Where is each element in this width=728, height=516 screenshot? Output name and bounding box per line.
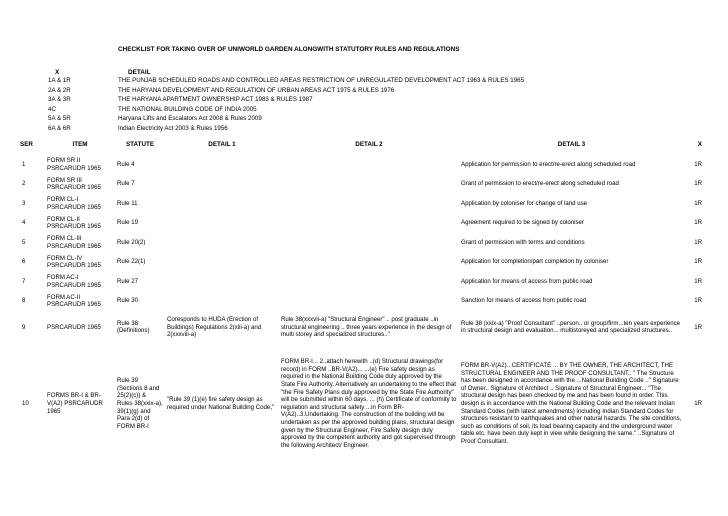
table-row xyxy=(20,194,702,214)
legend-detail: THE HARYANA DEVELOPMENT AND REGULATION OF URBAN AREAS ACT 1975 & RULES 1976 xyxy=(118,86,395,94)
table-header-row xyxy=(20,141,702,155)
cell-detail-2 xyxy=(279,233,459,253)
legend-detail: THE PUNJAB SCHEDULED ROADS AND CONTROLLED AREAS RESTRICTION OF UNREGULATED DEVELOPMENT ACT 1963 & RULES 1965 xyxy=(118,76,525,84)
cell-detail-3: Agreement required to be signed by coloniser xyxy=(461,219,584,227)
cell-detail-3: Sanction for means of access from public road xyxy=(461,297,587,305)
cell-x: 1R xyxy=(694,199,702,207)
cell-detail-2 xyxy=(279,155,459,175)
col-header-ser: SER xyxy=(20,141,33,148)
cell-x: 1R xyxy=(694,219,702,227)
cell-x: 1R xyxy=(694,400,702,408)
cell-detail-2 xyxy=(279,252,459,272)
cell-statute: Rule 7 xyxy=(117,180,135,188)
cell-detail-3: Application for completion/part completion by coloniser xyxy=(461,258,609,266)
legend-header-x: X xyxy=(55,69,60,76)
legend-row xyxy=(48,114,524,124)
table-row xyxy=(20,252,702,272)
cell-statute: Rule 39 (Sections 8 and 25(2)(c)) & Rules 38(xxix-a), 39(1)(g) and Para 2(d) of FORM BR-I xyxy=(117,377,163,430)
legend-row xyxy=(48,95,524,105)
cell-detail-1 xyxy=(165,194,279,214)
cell-item: FORM CL-IV PSRCARUDR 1965 xyxy=(47,254,101,270)
cell-detail-1 xyxy=(165,252,279,272)
cell-detail-3: Application for means of access from public road xyxy=(461,277,593,285)
legend-code: 6A & 6R xyxy=(48,124,71,132)
cell-detail-3: Grant of permission to erect/re-erect along scheduled road xyxy=(461,180,619,188)
cell-x: 1R xyxy=(694,238,702,246)
cell-ser: 2 xyxy=(22,180,26,188)
cell-detail-2 xyxy=(279,272,459,292)
cell-detail-1 xyxy=(165,155,279,175)
cell-detail-1 xyxy=(165,233,279,253)
cell-ser: 5 xyxy=(22,238,26,246)
cell-statute: Rule 38 (Definitions) xyxy=(117,319,150,335)
cell-ser: 9 xyxy=(22,323,26,331)
cell-detail-2: FORM BR-I... 2..attach herewith ..(d) Structural drawings(for record) in FORM ..BR-V(A2)... ...(e) Fire safety design as required in the National Building Code duly approved by the State Fire Authority. Alternatively an undertaking to the effect that "the Fire Safety Plans duly approved by the State Fire Authority" will be submitted within 60 days. ... (h) Certificate of conformity to regulation and structural safety ...in Form BR-V(A2)..3.Undertaking. The construction of the building will be undertaken as per the approved building plans, structural design given by the Structural Engineer, Fire Safety design duly approved by the competent authority and got supervised through the following Architect/ Engineer. xyxy=(281,358,457,449)
cell-x: 1R xyxy=(694,297,702,305)
cell-detail-2 xyxy=(279,194,459,214)
cell-item: FORMS BR-I & BR-V(A2) PSRCARUDR 1965 xyxy=(47,392,103,415)
legend-detail: THE NATIONAL BUILDING CODE OF INDIA 2005 xyxy=(118,105,257,113)
cell-statute: Rule 20(2) xyxy=(117,238,146,246)
cell-statute: Rule 22(1) xyxy=(117,258,146,266)
legend-code: 1A & 1R xyxy=(48,76,71,84)
table-row xyxy=(20,174,702,194)
cell-x: 1R xyxy=(694,277,702,285)
cell-ser: 1 xyxy=(22,160,26,168)
cell-item: FORM AC-I PSRCARUDR 1965 xyxy=(47,274,101,289)
col-header-statute: STATUTE xyxy=(125,141,155,148)
col-header-item: ITEM xyxy=(72,141,88,148)
legend-list xyxy=(48,76,524,134)
cell-detail-3: Rule 38 (xxix-a) "Proof Consultant" ..person.. or group/firm...ten years experience in structural design and evaluation... multistoreyed and specialized structures.. xyxy=(461,319,681,335)
legend-row xyxy=(48,105,524,115)
table-row xyxy=(20,344,702,464)
cell-ser: 10 xyxy=(22,400,29,408)
legend-code: 3A & 3R xyxy=(48,96,71,104)
page-title: CHECKLIST FOR TAKING OVER OF UNIWORLD GARDEN ALONGWITH STATUTORY RULES AND REGULATIONS xyxy=(118,46,460,53)
cell-detail-2 xyxy=(279,291,459,311)
cell-ser: 8 xyxy=(22,297,26,305)
cell-x: 1R xyxy=(694,180,702,188)
cell-detail-1 xyxy=(165,213,279,233)
cell-item: FORM SR III PSRCARUDR 1965 xyxy=(47,176,101,192)
cell-item: FORM SR II PSRCARUDR 1965 xyxy=(47,157,101,172)
cell-detail-3: Grant of permission with terms and conditions xyxy=(461,238,585,246)
table-row xyxy=(20,155,702,175)
cell-detail-2: Rule 38(xxxvii-a) "Structural Engineer" .. post graduate ..in structural engineering .. three years experience in the design of multi storey and specialized structures.." xyxy=(281,315,452,339)
cell-detail-1: "Rule 39 (1)(e) fire safety design as required under National Building Code," xyxy=(167,396,275,411)
cell-item: FORM CL-II PSRCARUDR 1965 xyxy=(47,215,101,231)
table-row xyxy=(20,291,702,311)
cell-item: PSRCARUDR 1965 xyxy=(47,323,101,331)
cell-detail-3: FORM BR-V(A2).. CERTIFICATE ... BY THE OWNER, THE ARCHITECT, THE STRUCTURAL ENGINEER AND THE PROOF CONSULTANT.. " The Structure has been designed in accordance with the ...National Building Code .." Signature of Owner.. Signature of Architect .. Signature of Structural Engineer... "The structural design has been checked by me and has been found in order. This design is in accordance with the National Building Code and the relevant Indian Standard Codes (with latest amendments) including Indian Standard Codes for structures resistant to earthquakes and other natural hazards. The site conditions, such as conditions of soil, its load bearing capacity and the underground water table etc. have been duly kept in view while designing the same." ..Signature of Proof Consultant. xyxy=(461,362,682,446)
legend-row xyxy=(48,124,524,134)
legend-detail: THE HARYANA APARTMENT OWNERSHIP ACT 1983 & RULES 1987 xyxy=(118,96,313,104)
legend-detail: Haryana Lifts and Escalators Act 2008 & Rules 2009 xyxy=(118,115,262,123)
legend-detail: Indian Electricity Act 2003 & Rules 1956 xyxy=(118,124,228,132)
cell-item: FORM CL-III PSRCARUDR 1965 xyxy=(47,235,101,250)
cell-statute: Rule 11 xyxy=(117,199,138,207)
cell-ser: 4 xyxy=(22,219,26,227)
col-header-x: X xyxy=(697,141,702,148)
cell-detail-1 xyxy=(165,272,279,292)
legend-header-detail: DETAIL xyxy=(128,69,151,76)
cell-detail-3: Application by coloniser for change of land use xyxy=(461,199,588,207)
table-row xyxy=(20,272,702,292)
col-header-detail-2: DETAIL 2 xyxy=(355,141,383,148)
cell-statute: Rule 4 xyxy=(117,160,135,168)
cell-item: FORM CL-I PSRCARUDR 1965 xyxy=(47,196,101,211)
table-row xyxy=(20,311,702,344)
col-header-detail-3: DETAIL 3 xyxy=(557,141,586,148)
checklist-table xyxy=(20,141,702,464)
legend-code: 4C xyxy=(48,105,56,113)
legend-row xyxy=(48,86,524,96)
cell-detail-1 xyxy=(165,291,279,311)
cell-x: 1R xyxy=(694,160,702,168)
cell-statute: Rule 27 xyxy=(117,277,139,285)
cell-statute: Rule 30 xyxy=(117,297,139,305)
cell-detail-2 xyxy=(279,174,459,194)
legend-code: 5A & 5R xyxy=(48,115,71,123)
legend-row xyxy=(48,76,524,86)
cell-ser: 7 xyxy=(22,277,26,285)
cell-statute: Rule 19 xyxy=(117,219,139,227)
cell-ser: 6 xyxy=(22,258,26,266)
legend-code: 2A & 2R xyxy=(48,86,71,94)
cell-item: FORM AC-II PSRCARUDR 1965 xyxy=(47,293,101,309)
col-header-detail-1: DETAIL 1 xyxy=(208,141,236,148)
cell-x: 1R xyxy=(694,258,702,266)
table-row xyxy=(20,213,702,233)
cell-x: 1R xyxy=(694,323,702,331)
cell-detail-1 xyxy=(165,174,279,194)
cell-detail-2 xyxy=(279,213,459,233)
cell-detail-1: Coresponds to HUDA (Erection of Buildings) Regulations 2(xlii-a) and 2(xxxviii-a) xyxy=(167,315,262,339)
table-row xyxy=(20,233,702,253)
cell-detail-3: Application for permission to erect/re-erect along scheduled road xyxy=(461,160,636,168)
cell-ser: 3 xyxy=(22,199,26,207)
